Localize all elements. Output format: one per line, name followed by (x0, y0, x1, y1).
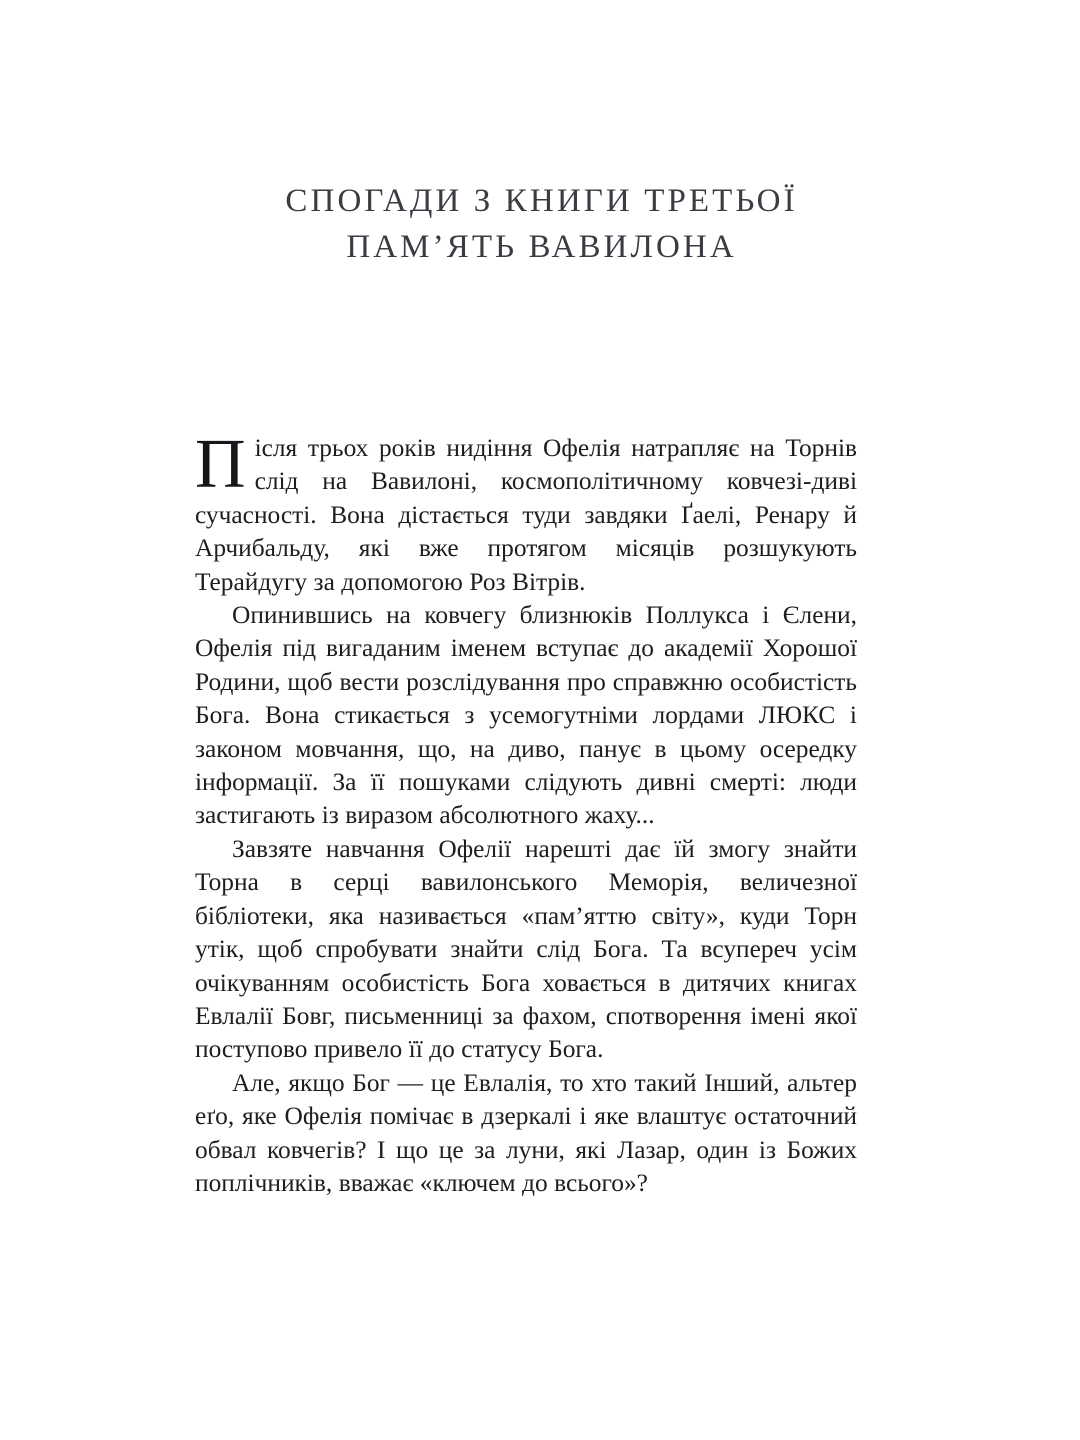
chapter-title-line-1: СПОГАДИ З КНИГИ ТРЕТЬОЇ (285, 183, 798, 219)
paragraph-3: Завзяте навчання Офелії нарешті дає їй змогу знайти Торна в серці вавилонського Меморія, величезної бібліотеки, яка називається «пам’яттю світу», куди Торн утік, щоб спробувати знайти слід Бога. Та всупереч усім очікуванням особистість Бога ховається в дитячих книгах Евлалії Бовг, письменниці за фахом, спотворення імені якої поступово привело її до статусу Бога. (195, 834, 857, 1064)
chapter-heading (0, 178, 1080, 270)
chapter-title-line-2: ПАМ’ЯТЬ ВАВИЛОНА (346, 229, 737, 265)
paragraph-2: Опинившись на ковчегу близнюків Поллукса і Єлени, Офелія під вигаданим іменем вступає до академії Хорошої Родини, щоб вести розслідування про справжню особистість Бога. Вона стикається з усемогутніми лордами ЛЮКС і законом мовчання, що, на диво, панує в цьому осередку інформації. За її пошуками слідують дивні смерті: люди застигають із виразом абсолютного жаху... (195, 601, 857, 830)
paragraph-4: Але, якщо Бог — це Евлалія, то хто такий Інший, альтер еґо, яке Офелія помічає в дзеркалі і яке влаштує остаточний обвал ковчегів? І що це за луни, які Лазар, один із Божих поплічників, вважає «ключем до всього»? (195, 1068, 857, 1197)
body-text (195, 426, 857, 1200)
paragraph-1: Після трьох років нидіння Офелія натрапляє на Торнів слід на Вавилоні, космополітичному ковчезі-диві сучасності. Вона дістається туди завдяки Ґаелі, Ренару й Арчибальду, які вже протягом місяців розшукують Терайдугу за допомогою Роз Вітрів. (195, 426, 857, 596)
